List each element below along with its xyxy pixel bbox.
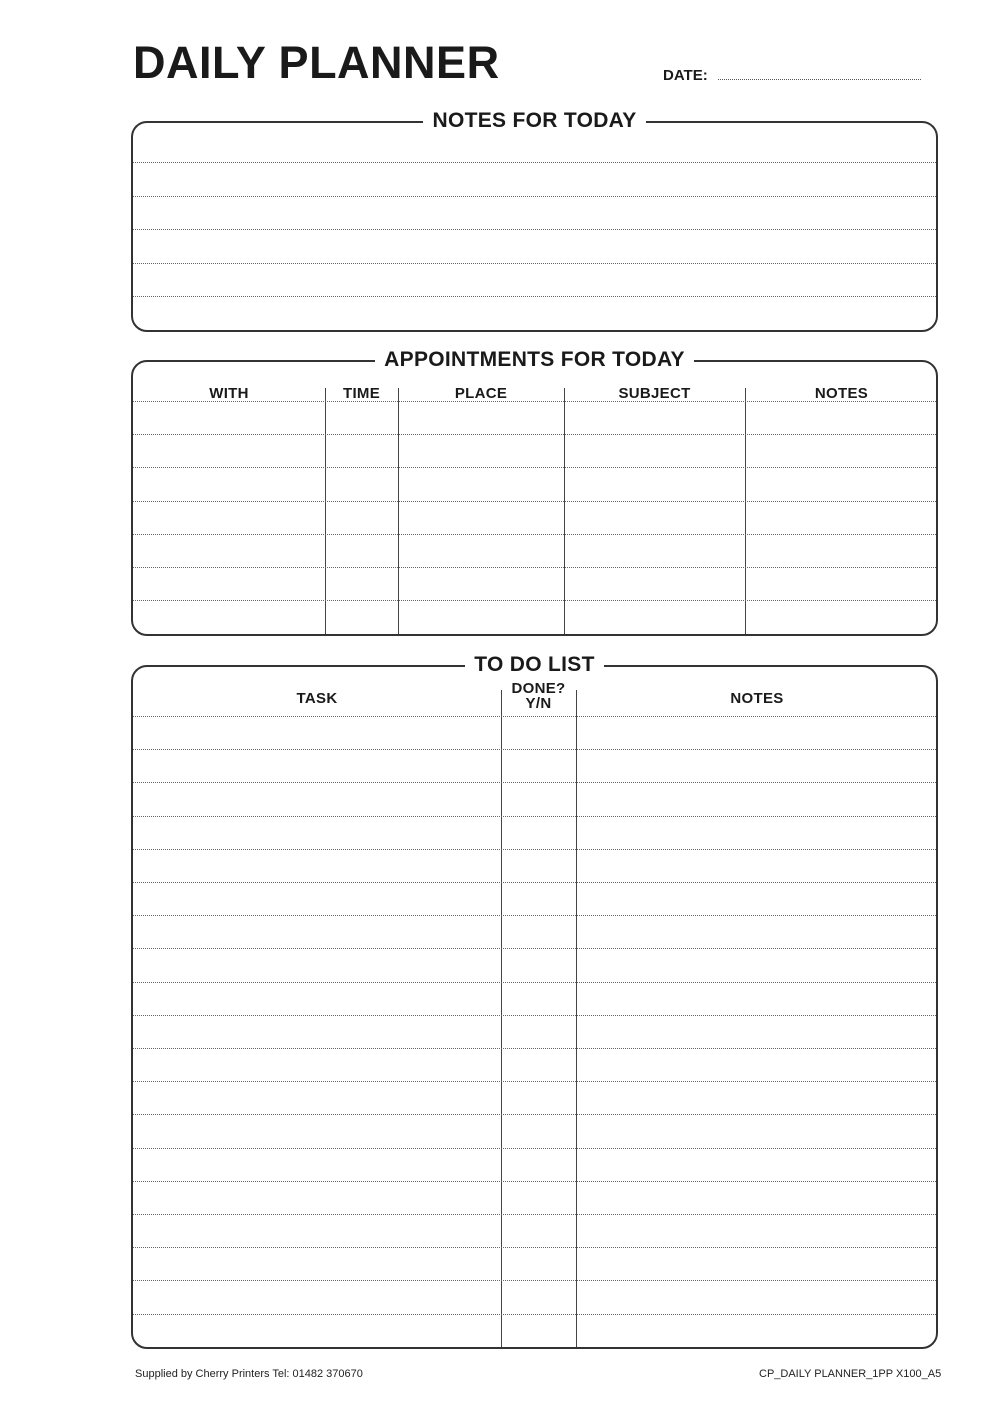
todo-row-line[interactable] (133, 1247, 936, 1248)
notes-line[interactable] (133, 296, 936, 297)
todo-header-done (501, 681, 576, 711)
todo-row-line[interactable] (133, 849, 936, 850)
date-label: DATE: (663, 67, 708, 84)
appt-header-subject: SUBJECT (618, 385, 691, 402)
todo-panel (131, 653, 938, 1349)
notes-line[interactable] (133, 162, 936, 163)
appt-header-notes: NOTES (814, 385, 869, 402)
todo-row-line[interactable] (133, 982, 936, 983)
todo-title: TO DO LIST (465, 652, 603, 678)
appointment-row-line[interactable] (133, 600, 936, 601)
todo-header-task: TASK (296, 690, 338, 707)
todo-row-line[interactable] (133, 1114, 936, 1115)
appointment-row-line[interactable] (133, 467, 936, 468)
appt-header-time: TIME (342, 385, 381, 402)
notes-title: NOTES FOR TODAY (423, 108, 645, 134)
todo-row-line[interactable] (133, 1314, 936, 1315)
todo-header-done-line2: Y/N (525, 695, 552, 712)
page-title: DAILY PLANNER (133, 37, 500, 88)
todo-column-divider (576, 690, 577, 1347)
appointment-row-line[interactable] (133, 434, 936, 435)
todo-row-line[interactable] (133, 1048, 936, 1049)
appt-column-divider (745, 388, 746, 634)
appointment-row-line[interactable] (133, 501, 936, 502)
notes-line[interactable] (133, 196, 936, 197)
appt-column-divider (325, 388, 326, 634)
todo-row-line[interactable] (133, 1081, 936, 1082)
todo-row-line[interactable] (133, 816, 936, 817)
appt-column-divider (564, 388, 565, 634)
todo-column-divider (501, 690, 502, 1347)
notes-line[interactable] (133, 229, 936, 230)
todo-row-line[interactable] (133, 882, 936, 883)
appointments-panel (131, 348, 938, 636)
todo-row-line[interactable] (133, 1015, 936, 1016)
appointments-title: APPOINTMENTS FOR TODAY (375, 347, 694, 373)
footer-supplier: Supplied by Cherry Printers Tel: 01482 370670 (135, 1368, 363, 1380)
footer-product-code: CP_DAILY PLANNER_1PP X100_A5 (759, 1368, 942, 1380)
appointment-row-line[interactable] (133, 534, 936, 535)
appointment-row-line[interactable] (133, 401, 936, 402)
todo-header-done-line1: DONE? (511, 680, 566, 697)
todo-row-line[interactable] (133, 1181, 936, 1182)
todo-row-line[interactable] (133, 782, 936, 783)
notes-line[interactable] (133, 263, 936, 264)
todo-row-line[interactable] (133, 716, 936, 717)
appointment-row-line[interactable] (133, 567, 936, 568)
appt-column-divider (398, 388, 399, 634)
todo-row-line[interactable] (133, 1280, 936, 1281)
appt-header-with: WITH (209, 385, 249, 402)
todo-row-line[interactable] (133, 1148, 936, 1149)
notes-panel (131, 109, 938, 332)
todo-row-line[interactable] (133, 1214, 936, 1215)
todo-row-line[interactable] (133, 749, 936, 750)
todo-row-line[interactable] (133, 948, 936, 949)
appt-header-place: PLACE (454, 385, 508, 402)
todo-row-line[interactable] (133, 915, 936, 916)
date-field[interactable] (718, 79, 921, 80)
todo-header-notes: NOTES (730, 690, 784, 707)
